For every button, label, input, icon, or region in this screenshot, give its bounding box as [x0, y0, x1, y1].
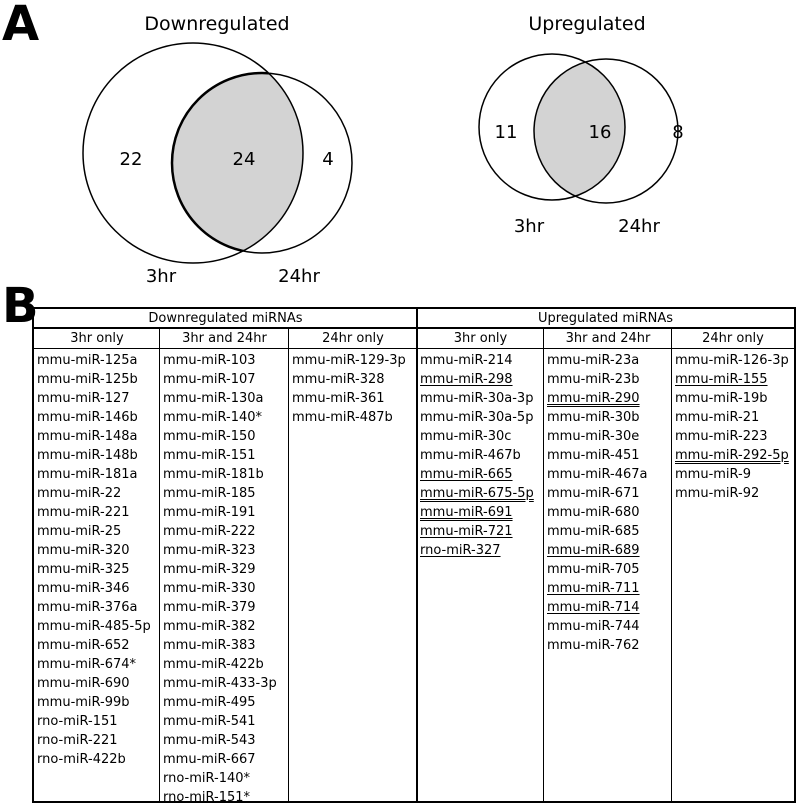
venn-diagrams: [0, 0, 800, 300]
col-up-3hr-24hr: [544, 349, 672, 801]
mirna-list-item: mmu-miR-146b: [37, 410, 138, 425]
mirna-list-item: mmu-miR-541: [163, 714, 256, 729]
mirna-list-item: mmu-miR-292-5p: [675, 448, 789, 463]
mirna-list-item: mmu-miR-382: [163, 619, 256, 634]
mirna-list-item: mmu-miR-181a: [37, 467, 138, 482]
mirna-list-item: mmu-miR-290: [547, 391, 640, 406]
mirna-list-item: mmu-miR-485-5p: [37, 619, 151, 634]
mirna-list-item: mmu-miR-422b: [163, 657, 264, 672]
mirna-list-item: mmu-miR-107: [163, 372, 256, 387]
col-up-24hr-only: [672, 349, 794, 801]
mirna-list-item: mmu-miR-671: [547, 486, 640, 501]
mirna-list-item: mmu-miR-487b: [292, 410, 393, 425]
col-up-3hr-only: [417, 349, 544, 801]
mirna-list-item: mmu-miR-495: [163, 695, 256, 710]
col-header-down-3hr-24hr: 3hr and 24hr: [160, 329, 289, 349]
col-down-3hr-24hr: [160, 349, 289, 805]
mirna-list-item: mmu-miR-221: [37, 505, 130, 520]
panel-b-label: B: [2, 278, 39, 334]
col-header-up-24hr-only: 24hr only: [672, 329, 794, 349]
venn-up-title: Upregulated: [528, 13, 646, 35]
mirna-list-item: mmu-miR-150: [163, 429, 256, 444]
mirna-list-item: mmu-miR-9: [675, 467, 752, 482]
col-header-up-3hr-only: 3hr only: [417, 329, 544, 349]
mirna-list-item: mmu-miR-125b: [37, 372, 138, 387]
mirna-list-item: mmu-miR-675-5p: [420, 486, 534, 501]
mirna-list-item: mmu-miR-155: [675, 372, 768, 387]
col-down-3hr-only: [34, 349, 160, 801]
mirna-list-item: mmu-miR-346: [37, 581, 130, 596]
mirna-list-item: mmu-miR-451: [547, 448, 640, 463]
mirna-list-item: mmu-miR-433-3p: [163, 676, 277, 691]
downregulated-mirnas-header: Downregulated miRNAs: [34, 309, 417, 329]
upregulated-mirnas-header: Upregulated miRNAs: [417, 309, 794, 329]
mirna-list-item: mmu-miR-329: [163, 562, 256, 577]
mirna-list-item: mmu-miR-298: [420, 372, 513, 387]
mirna-list-item: mmu-miR-103: [163, 353, 256, 368]
mirna-list-item: mmu-miR-214: [420, 353, 513, 368]
venn-down-both-count: 24: [232, 149, 256, 170]
venn-up-3hr-label: 3hr: [513, 216, 545, 237]
mirna-list-item: mmu-miR-383: [163, 638, 256, 653]
venn-down-24hr-label: 24hr: [278, 266, 320, 287]
mirna-list-item: mmu-miR-667: [163, 752, 256, 767]
mirna-list-item: mmu-miR-125a: [37, 353, 138, 368]
mirna-list-item: mmu-miR-543: [163, 733, 256, 748]
mirna-list-item: mmu-miR-690: [37, 676, 130, 691]
mirna-list-item: mmu-miR-222: [163, 524, 256, 539]
venn-down-3hr-label: 3hr: [145, 266, 177, 287]
mirna-list-item: rno-miR-422b: [37, 752, 126, 767]
mirna-list-item: rno-miR-221: [37, 733, 118, 748]
mirna-list-item: mmu-miR-323: [163, 543, 256, 558]
mirna-list-item: mmu-miR-689: [547, 543, 640, 558]
mirna-list-item: mmu-miR-328: [292, 372, 385, 387]
mirna-list-item: mmu-miR-691: [420, 505, 513, 520]
mirna-list-item: mmu-miR-140*: [163, 410, 263, 425]
mirna-list-item: rno-miR-327: [420, 543, 501, 558]
venn-up-24hr-label: 24hr: [618, 216, 660, 237]
mirna-list-item: mmu-miR-325: [37, 562, 130, 577]
mirna-list-item: rno-miR-151*: [163, 790, 251, 805]
mirna-list-item: mmu-miR-376a: [37, 600, 138, 615]
mirna-list-item: mmu-miR-127: [37, 391, 130, 406]
mirna-list-item: rno-miR-151: [37, 714, 118, 729]
mirna-list-item: mmu-miR-19b: [675, 391, 768, 406]
mirna-list-item: mmu-miR-744: [547, 619, 640, 634]
mirna-list-item: mmu-miR-126-3p: [675, 353, 789, 368]
mirna-list-item: mmu-miR-130a: [163, 391, 264, 406]
mirna-list-item: mmu-miR-30b: [547, 410, 640, 425]
col-header-up-3hr-24hr: 3hr and 24hr: [544, 329, 672, 349]
mirna-list-item: mmu-miR-30a-5p: [420, 410, 534, 425]
venn-upregulated: [479, 13, 684, 237]
venn-up-both-count: 16: [588, 122, 612, 143]
mirna-list-item: mmu-miR-191: [163, 505, 256, 520]
mirna-list-item: mmu-miR-21: [675, 410, 760, 425]
col-down-24hr-only: [289, 349, 417, 801]
venn-up-only-3hr-count: 11: [494, 122, 518, 143]
mirna-list-item: rno-miR-140*: [163, 771, 251, 786]
panel-a-label: A: [2, 0, 40, 52]
mirna-list-item: mmu-miR-30a-3p: [420, 391, 534, 406]
mirna-list-item: mmu-miR-320: [37, 543, 130, 558]
mirna-list-item: mmu-miR-223: [675, 429, 768, 444]
mirna-list-item: mmu-miR-705: [547, 562, 640, 577]
mirna-list-item: mmu-miR-721: [420, 524, 513, 539]
venn-up-only-24hr-count: 8: [672, 122, 684, 143]
mirna-list-item: mmu-miR-22: [37, 486, 122, 501]
venn-down-title: Downregulated: [144, 13, 290, 35]
mirna-list-item: mmu-miR-467a: [547, 467, 648, 482]
mirna-list-item: mmu-miR-181b: [163, 467, 264, 482]
mirna-list-item: mmu-miR-652: [37, 638, 130, 653]
mirna-list-item: mmu-miR-711: [547, 581, 640, 596]
mirna-list-item: mmu-miR-714: [547, 600, 640, 615]
col-header-down-24hr-only: 24hr only: [289, 329, 417, 349]
mirna-list-item: mmu-miR-129-3p: [292, 353, 406, 368]
mirna-list-item: mmu-miR-674*: [37, 657, 137, 672]
mirna-list-item: mmu-miR-148b: [37, 448, 138, 463]
col-header-down-3hr-only: 3hr only: [34, 329, 160, 349]
mirna-list-item: mmu-miR-99b: [37, 695, 130, 710]
mirna-list-item: mmu-miR-762: [547, 638, 640, 653]
venn-downregulated: [83, 13, 352, 287]
mirna-list-item: mmu-miR-685: [547, 524, 640, 539]
venn-down-only-24hr-count: 4: [322, 149, 334, 170]
mirna-list-item: mmu-miR-23b: [547, 372, 640, 387]
mirna-list-item: mmu-miR-665: [420, 467, 513, 482]
mirna-list-item: mmu-miR-185: [163, 486, 256, 501]
mirna-list-item: mmu-miR-361: [292, 391, 385, 406]
mirna-list-item: mmu-miR-680: [547, 505, 640, 520]
mirna-list-item: mmu-miR-92: [675, 486, 760, 501]
mirna-list-item: mmu-miR-379: [163, 600, 256, 615]
mirna-table: [32, 307, 796, 803]
mirna-list-item: mmu-miR-148a: [37, 429, 138, 444]
mirna-list-item: mmu-miR-467b: [420, 448, 521, 463]
venn-down-only-3hr-count: 22: [119, 149, 143, 170]
mirna-list-item: mmu-miR-151: [163, 448, 256, 463]
mirna-list-item: mmu-miR-23a: [547, 353, 640, 368]
mirna-list-item: mmu-miR-30c: [420, 429, 512, 444]
mirna-list-item: mmu-miR-330: [163, 581, 256, 596]
mirna-list-item: mmu-miR-25: [37, 524, 122, 539]
mirna-list-item: mmu-miR-30e: [547, 429, 640, 444]
